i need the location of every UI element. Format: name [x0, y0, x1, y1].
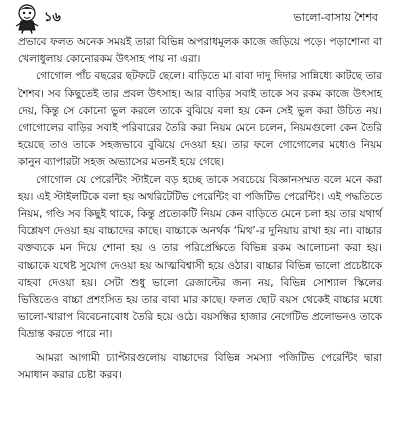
- body-text: [18, 34, 382, 384]
- page-header: [0, 0, 400, 36]
- cartoon-child-mascot-icon: [14, 4, 40, 34]
- paragraph: গোগোল যে পেরেন্টিং স্টাইলে বড় হচ্ছে তাকে সবচেয়ে বিজ্ঞানসম্মত বলে মনে করা হয়। এই স্টাইলটিকে বলা হয় অথরিটেটিভ পেরেন্টিং বা পজিটিভ পেরেন্টিং। এই পদ্ধতিতে নিয়ম, গণ্ডি সব কিছুই থাকে, কিন্তু প্রত্যেকটি নিয়ম কেন বাড়িতে মেনে চলা হয় তার যথার্থ বিশ্লেষণ দেওয়া হয় বাচ্চাদের কাছে। বাচ্চাকে অনর্থক ‘মিথ’-র দুনিয়ায় রাখা হয় না। বাচ্চার বক্তব্যকে মন দিয়ে শোনা হয় ও তার পরিপ্রেক্ষিতে বিভিন্ন রকম আলোচনা করা হয়। বাচ্চাকে যথেষ্ট সুযোগ দেওয়া হয় আত্মবিশ্বাসী হয়ে ওঠার। বাচ্চার বিভিন্ন ভালো প্রচেষ্টাকে বাহবা দেওয়া হয়। সেটা শুধু ভালো রেজাল্টের জন্য নয়, বিভিন্ন সোশ্যাল স্কিলের ভিত্তিতেও বাচ্চা প্রশংসিত হয় তার বাবা মার কাছে। ফলত ছোট বয়স থেকেই বাচ্চার মধ্যে ভালো-খারাপ বিবেচনাবোধ তৈরি হয়ে ওঠে। বয়সন্ধির হাজার নেগেটিভ প্রলোভনও তাকে বিভ্রান্ত করতে পারে না।: [18, 173, 382, 341]
- running-title: ভালো-বাসায় শৈশব: [293, 11, 378, 24]
- paragraph: প্রভাবে ফলত অনেক সময়ই তারা বিভিন্ন অপরাধমূলক কাজে জড়িয়ে পড়ে। পড়াশোনা বা খেলাধুলায় কোনোরকম উৎসাহ পায় না এরা।: [18, 36, 382, 66]
- page-number: ১৬: [44, 10, 61, 25]
- paragraph: গোগোল পাঁচ বছরের ছটফটে ছেলে। বাড়িতে মা বাবা দাদু দিদার সান্নিধ্যে কাটছে তার শৈশব। সব কিছুতেই তার প্রবল উৎসাহ। আর বাড়ির সবাই তাকে সব রকম কাজে উৎসাহ দেয়, কিন্তু সে কোনো ভুল করলে তাকে বুঝিয়ে বলা হয় কেন সেই ভুল করা উচিত নয়। গোগোলের বাড়ির সবাই পরিবারের তৈরি করা নিয়ম মেনে চলেন, নিয়মগুলো কেন তৈরি হয়েছে তাও তাকে সহজভাবে বুঝিয়ে দেওয়া হয়। তার ফলে গোগোলের মধ্যেও নিয়ম কানুন ব্যাপারটা সহজ অভ্যাসের মতনই হয়ে গেছে।: [18, 70, 382, 169]
- paragraph: আমরা আগামী চ্যাপ্টারগুলোয় বাচ্চাদের বিভিন্ন সমস্যা পজিটিভ পেরেন্টিং দ্বারা সমাধান করার চেষ্টা করব।: [18, 351, 382, 381]
